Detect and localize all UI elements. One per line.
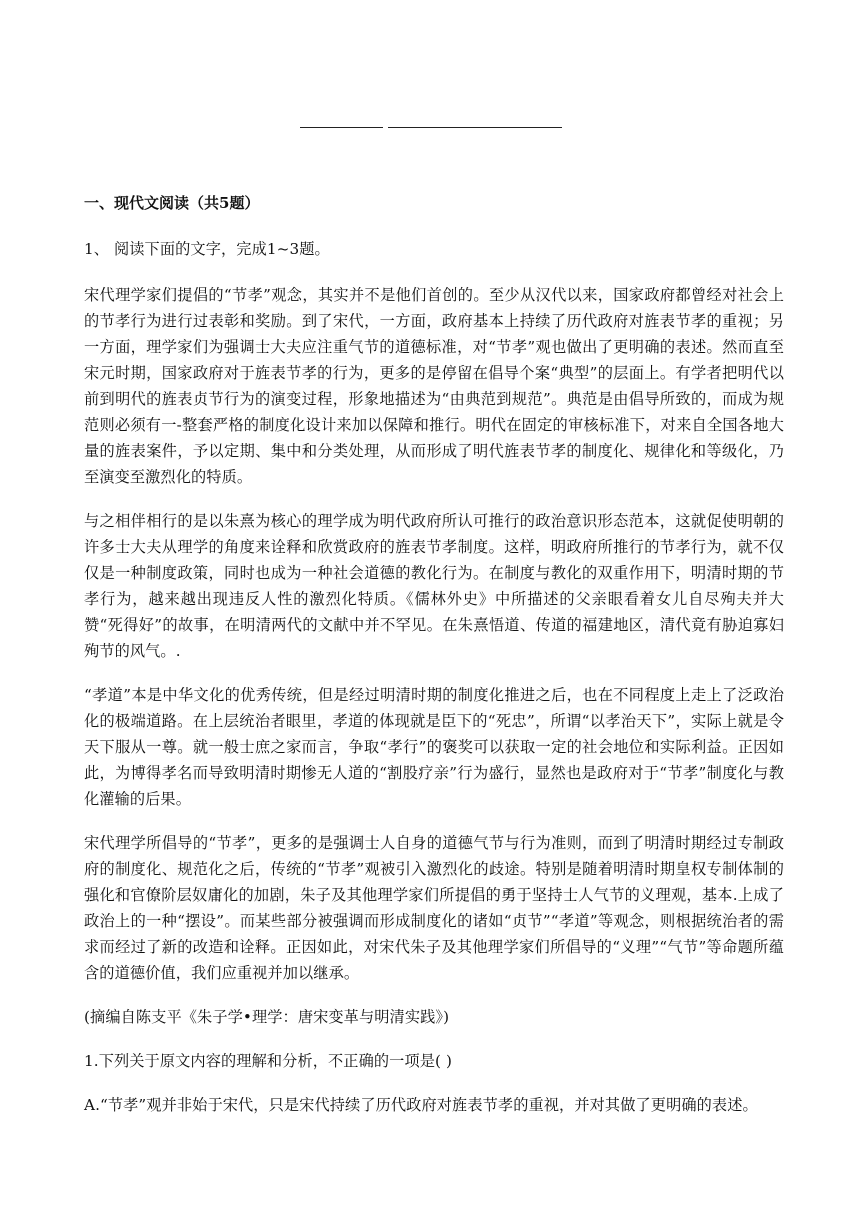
document-content [84, 190, 784, 1136]
passage-paragraph-2: 与之相伴相行的是以朱熹为核心的理学成为明代政府所认可推行的政治意识形态范本，这就促使明朝的许多士大夫从理学的角度来诠释和欣赏政府的旌表节孝制度。这样，明政府所推行的节孝行为，就不仅仅是一种制度政策，同时也成为一种社会道德的教化行为。在制度与教化的双重作用下，明清时期的节孝行为，越来越出现违反人性的激烈化特质。《儒林外史》中所描述的父亲眼看着女儿自尽殉夫并大赞“死得好”的故事，在明清两代的文献中并不罕见。在朱熹悟道、传道的福建地区，清代竟有胁迫寡妇殉节的风气。. [84, 512, 784, 660]
header-blank-line-left [300, 127, 383, 128]
passage-paragraph-3: “孝道”本是中华文化的优秀传统，但是经过明清时期的制度化推进之后，也在不同程度上走上了泛政治化的极端道路。在上层统治者眼里，孝道的体现就是臣下的“死忠”，所谓“以孝治天下”，实际上就是令天下服从一尊。就一般士庶之家而言，争取“孝行”的褒奖可以获取一定的社会地位和实际利益。正因如此，为博得孝名而导致明清时期惨无人道的“割股疗亲”行为盛行，显然也是政府对于“节孝”制度化与教化灌输的后果。 [84, 686, 784, 808]
question-1-stem: 1.下列关于原文内容的理解和分析，不正确的一项是( ) [84, 1052, 452, 1070]
passage-paragraph-1: 宋代理学家们提倡的“节孝”观念，其实并不是他们首创的。至少从汉代以来，国家政府都曾经对社会上的节孝行为进行过表彰和奖励。到了宋代，一方面，政府基本上持续了历代政府对旌表节孝的重视；另一方面，理学家们为强调士大夫应注重气节的道德标准，对“节孝”观也做出了更明确的表述。然而直至宋元时期，国家政府对于旌表节孝的行为，更多的是停留在倡导个案“典型”的层面上。有学者把明代以前到明代的旌表贞节行为的演变过程，形象地描述为“由典范到规范”。典范是由倡导所致的，而成为规范则必须有一-整套严格的制度化设计来加以保障和推行。明代在固定的审核标准下，对来自全国各地大量的旌表案件，予以定期、集中和分类处理，从而形成了明代旌表节孝的制度化、规律化和等级化，乃至演变至激烈化的特质。 [84, 286, 784, 486]
source-citation: (摘编自陈支平《朱子学•理学：唐宋变革与明清实践》) [84, 1008, 450, 1026]
question-1-option-a: A.“节孝”观并非始于宋代，只是宋代持续了历代政府对旌表节孝的重视，并对其做了更明确的表述。 [84, 1096, 758, 1114]
header-blank-line-right [388, 127, 562, 128]
section-title: 一、现代文阅读（共5题） [84, 194, 260, 212]
passage-paragraph-4: 宋代理学所倡导的“节孝”，更多的是强调士人自身的道德气节与行为准则，而到了明清时期经过专制政府的制度化、规范化之后，传统的“节孝”观被引入激烈化的歧途。特别是随着明清时期皇权专制体制的强化和官僚阶层奴庸化的加剧，朱子及其他理学家们所提倡的勇于坚持士人气节的义理观，基本.上成了政治上的一种“摆设”。而某些部分被强调而形成制度化的诸如“贞节”“孝道”等观念，则根据统治者的需求而经过了新的改造和诠释。正因如此，对宋代朱子及其他理学家们所倡导的“义理”“气节”等命题所蕴含的道德价值，我们应重视并加以继承。 [84, 834, 784, 982]
question-intro: 1、 阅读下面的文字，完成1~3题。 [84, 240, 330, 258]
header-blank-lines [300, 127, 562, 131]
